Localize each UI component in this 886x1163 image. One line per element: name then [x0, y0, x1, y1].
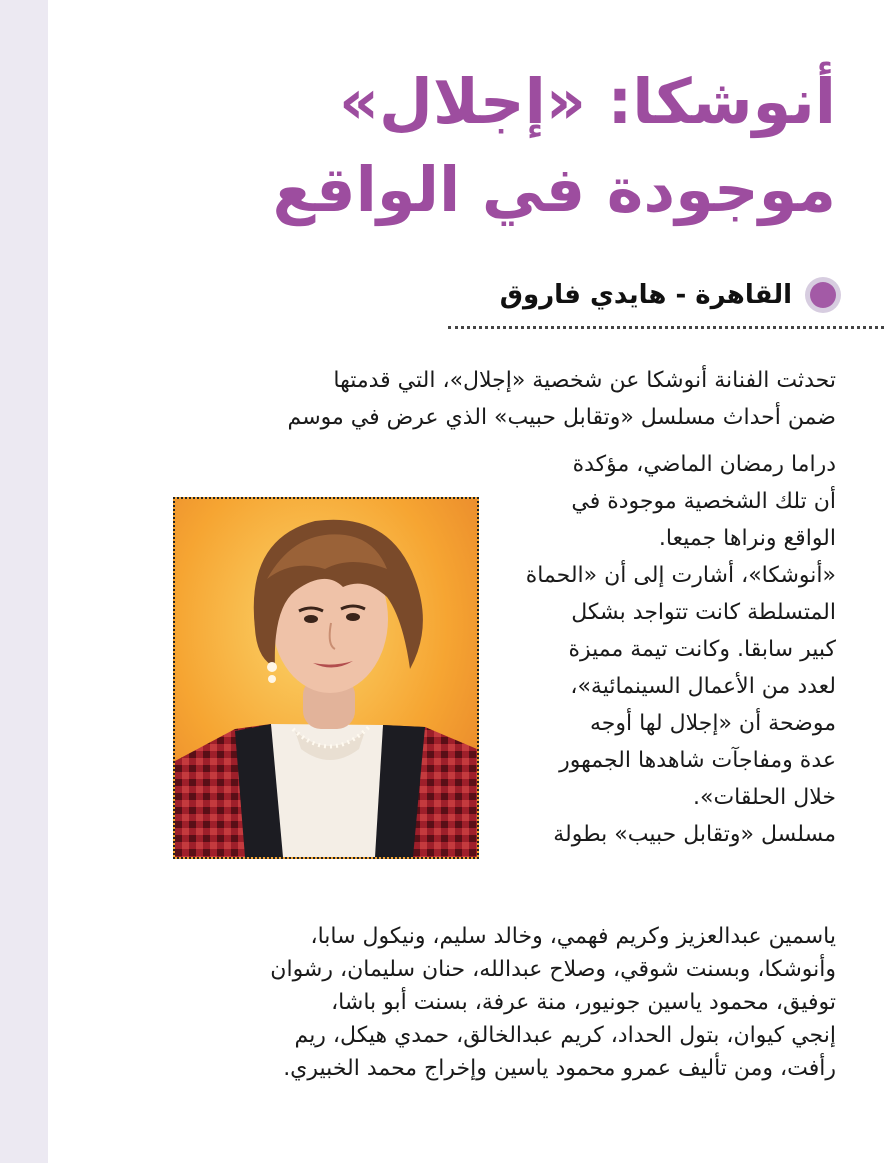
- page-margin-strip: [0, 0, 48, 1163]
- article-headline: [116, 58, 836, 234]
- byline: [396, 278, 836, 312]
- text-line: كبير سابقا. وكانت تيمة مميزة: [568, 637, 836, 662]
- text-line: المتسلطة كانت تتواجد بشكل: [571, 600, 836, 625]
- text-line: عدة ومفاجآت شاهدها الجمهور: [559, 748, 836, 773]
- text-line: وأنوشكا، وبسنت شوقي، وصلاح عبدالله، حنان سليمان، رشوان: [270, 957, 836, 982]
- closing-paragraph: [124, 920, 836, 1085]
- text-line: خلال الحلقات».: [693, 785, 836, 810]
- text-line: ضمن أحداث مسلسل «وتقابل حبيب» الذي عرض في موسم: [287, 405, 836, 430]
- intro-paragraph: [124, 362, 836, 436]
- text-line: إنجي كيوان، بتول الحداد، كريم عبدالخالق، حمدي هيكل، ريم: [294, 1023, 836, 1048]
- text-line: «أنوشكا»، أشارت إلى أن «الحماة: [525, 563, 836, 588]
- body-column: [476, 446, 836, 853]
- text-line: أن تلك الشخصية موجودة في: [571, 489, 836, 514]
- byline-divider: [448, 326, 884, 329]
- headline-line-2: موجودة في الواقع: [272, 153, 836, 226]
- text-line: لعدد من الأعمال السينمائية»،: [570, 674, 836, 699]
- text-line: الواقع ونراها جميعا.: [658, 526, 836, 551]
- text-line: تحدثت الفنانة أنوشكا عن شخصية «إجلال»، التي قدمتها: [333, 368, 836, 393]
- text-line: رأفت، ومن تأليف عمرو محمود ياسين وإخراج محمد الخبيري.: [283, 1056, 836, 1081]
- article-photo: [173, 497, 479, 859]
- headline-line-1: أنوشكا: «إجلال»: [339, 65, 836, 138]
- portrait-photo: [175, 499, 477, 857]
- text-line: دراما رمضان الماضي، مؤكدة: [572, 452, 836, 477]
- text-line: موضحة أن «إجلال لها أوجه: [589, 711, 836, 736]
- byline-text: القاهرة - هايدي فاروق: [499, 280, 792, 310]
- text-line: توفيق، محمود ياسين جونيور، منة عرفة، بسنت أبو باشا،: [331, 990, 836, 1015]
- article-page: [48, 0, 886, 1163]
- text-line: ياسمين عبدالعزيز وكريم فهمي، وخالد سليم، ونيكول سابا،: [310, 924, 836, 949]
- text-line: مسلسل «وتقابل حبيب» بطولة: [553, 822, 836, 847]
- bullet-dot-icon: [810, 282, 836, 308]
